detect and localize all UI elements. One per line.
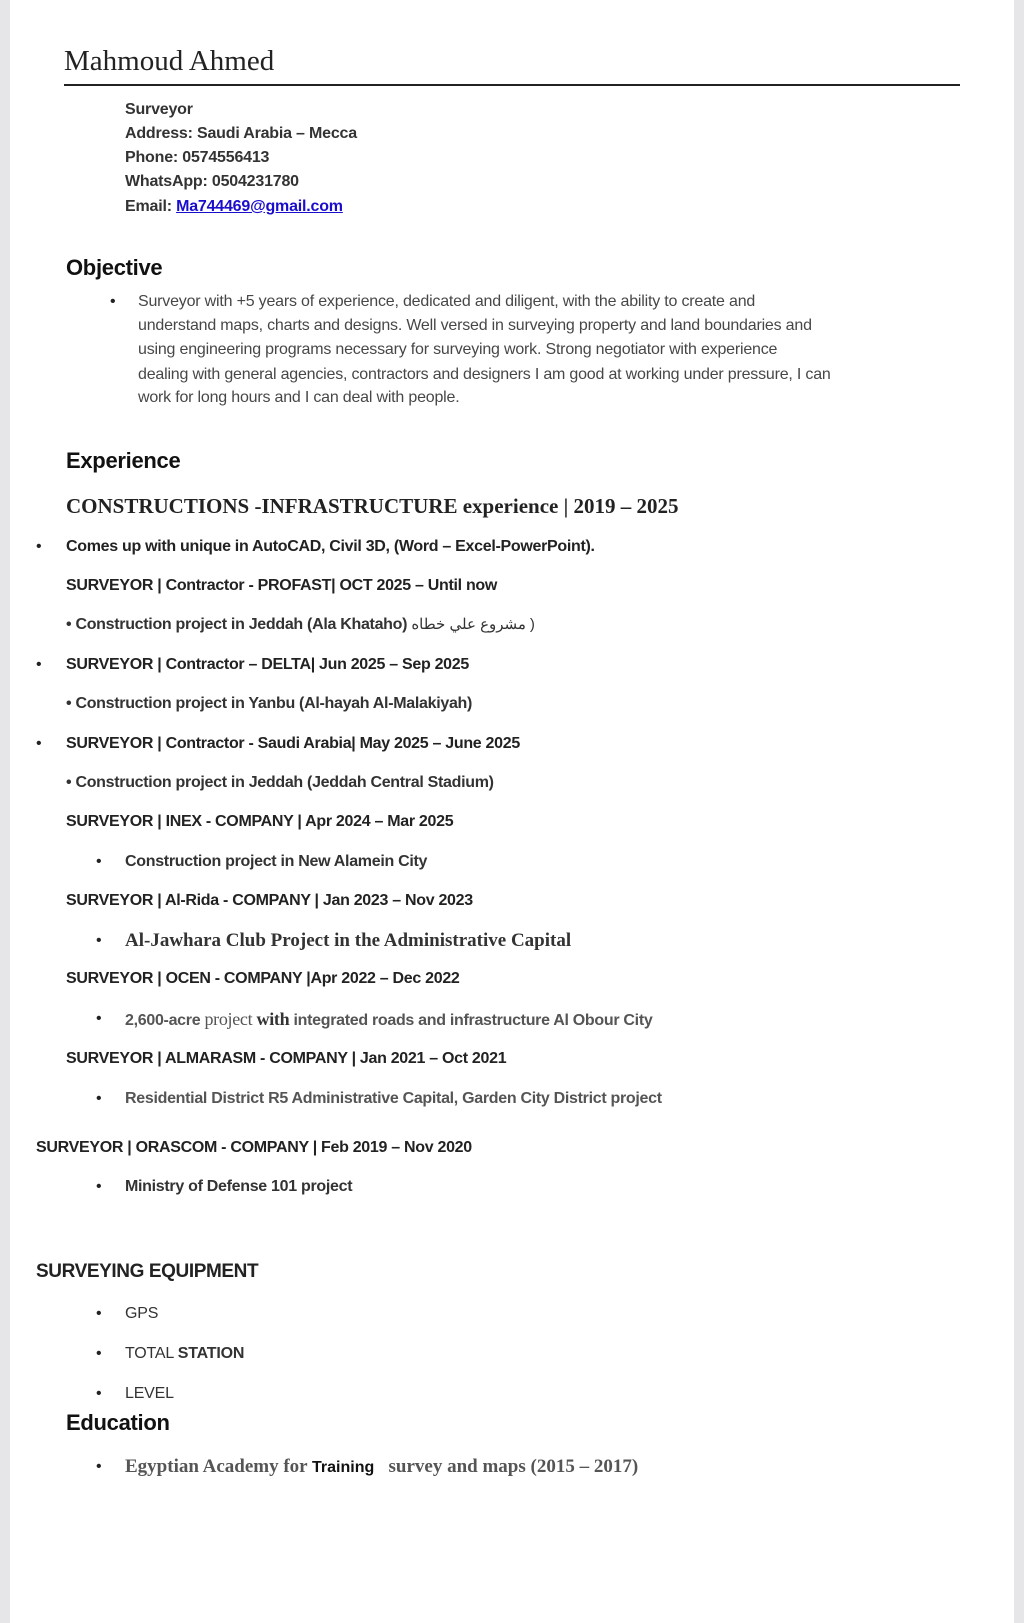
objective-line: work for long hours and I can deal with people. [138,389,460,406]
equipment-text: STATION [177,1345,245,1362]
phone: Phone: 0574556413 [125,149,270,166]
equipment-item: GPS [125,1305,159,1322]
education-text: Training [312,1459,375,1476]
header-divider [64,84,960,86]
equipment-heading: SURVEYING EQUIPMENT [36,1261,259,1282]
objective-heading: Objective [66,255,163,280]
address: Address: Saudi Arabia – Mecca [125,125,357,142]
bullet-icon: • [96,1385,102,1402]
education-item [125,1456,638,1478]
job-title-line: SURVEYOR | Contractor - Saudi Arabia| May 2025 – June 2025 [66,735,520,752]
job-project: • Construction project in Yanbu (Al-hayah Al-Malakiyah) [66,695,473,712]
bullet-icon: • [36,538,42,555]
skills-line: Comes up with unique in AutoCAD, Civil 3D, (Word – Excel-PowerPoint). [66,538,595,555]
bullet-icon: • [96,1010,102,1027]
education-heading: Education [66,1410,170,1435]
bullet-icon: • [96,1090,102,1107]
job-title: Surveyor [125,101,193,118]
equipment-item: LEVEL [125,1385,174,1402]
objective-line: Surveyor with +5 years of experience, dedicated and diligent, with the ability to create and [138,293,756,310]
project-text: 2,600-acre [125,1012,205,1029]
objective-line: understand maps, charts and designs. Well versed in surveying property and land boundaries and [138,317,812,334]
bullet-icon: • [96,853,102,870]
bullet-icon: • [36,656,42,673]
job-title-line: SURVEYOR | Contractor – DELTA| Jun 2025 – Sep 2025 [66,656,469,673]
bullet-icon: • [96,1305,102,1322]
education-text: survey and maps (2015 – 2017) [374,1456,639,1477]
bullet-icon: • [96,1458,102,1475]
equipment-text: TOTAL [125,1345,178,1362]
project-arabic: ( مشروع علي خطاه [411,616,535,633]
bullet-icon: • [96,932,102,949]
email-link[interactable]: Ma744469@gmail.com [176,198,343,215]
bullet-icon: • [36,735,42,752]
equipment-item [125,1343,244,1365]
job-project [66,614,535,636]
experience-subheading: CONSTRUCTIONS -INFRASTRUCTURE experience | 2019 – 2025 [66,494,679,518]
whatsapp: WhatsApp: 0504231780 [125,173,299,190]
experience-heading: Experience [66,448,181,473]
bullet-icon: • [96,1345,102,1362]
resume-page [10,0,1014,1623]
candidate-name: Mahmoud Ahmed [64,45,275,77]
job-project: Construction project in New Alamein City [125,853,428,870]
email-row [125,196,343,218]
job-project: Residential District R5 Administrative Capital, Garden City District project [125,1090,662,1107]
job-title-line: SURVEYOR | ALMARASM - COMPANY | Jan 2021 – Oct 2021 [66,1050,507,1067]
job-project: Ministry of Defense 101 project [125,1178,353,1195]
project-text: integrated roads and infrastructure Al Obour City [289,1012,653,1029]
education-text: Egyptian Academy for [125,1456,313,1477]
job-title-line: SURVEYOR | INEX - COMPANY | Apr 2024 – Mar 2025 [66,813,454,830]
job-title-line: SURVEYOR | Contractor - PROFAST| OCT 2025 – Until now [66,577,498,594]
project-text: project [204,1009,253,1029]
job-title-line: SURVEYOR | OCEN - COMPANY |Apr 2022 – Dec 2022 [66,970,460,987]
bullet-icon: • [96,1178,102,1195]
objective-line: dealing with general agencies, contractors and designers I am good at working under pressure, I can [138,366,831,383]
job-project [125,1008,652,1030]
project-text: with [252,1009,290,1029]
email-label: Email: [125,198,177,215]
job-project: • Construction project in Jeddah (Jeddah Central Stadium) [66,774,494,791]
job-title-line: SURVEYOR | Al-Rida - COMPANY | Jan 2023 – Nov 2023 [66,892,473,909]
bullet-icon: • [110,293,116,310]
objective-line: using engineering programs necessary for surveying work. Strong negotiator with experience [138,341,778,358]
project-text: • Construction project in Jeddah (Ala Khataho) [66,616,408,633]
job-project: Al-Jawhara Club Project in the Administrative Capital [125,930,572,951]
job-title-line: SURVEYOR | ORASCOM - COMPANY | Feb 2019 – Nov 2020 [36,1139,472,1156]
